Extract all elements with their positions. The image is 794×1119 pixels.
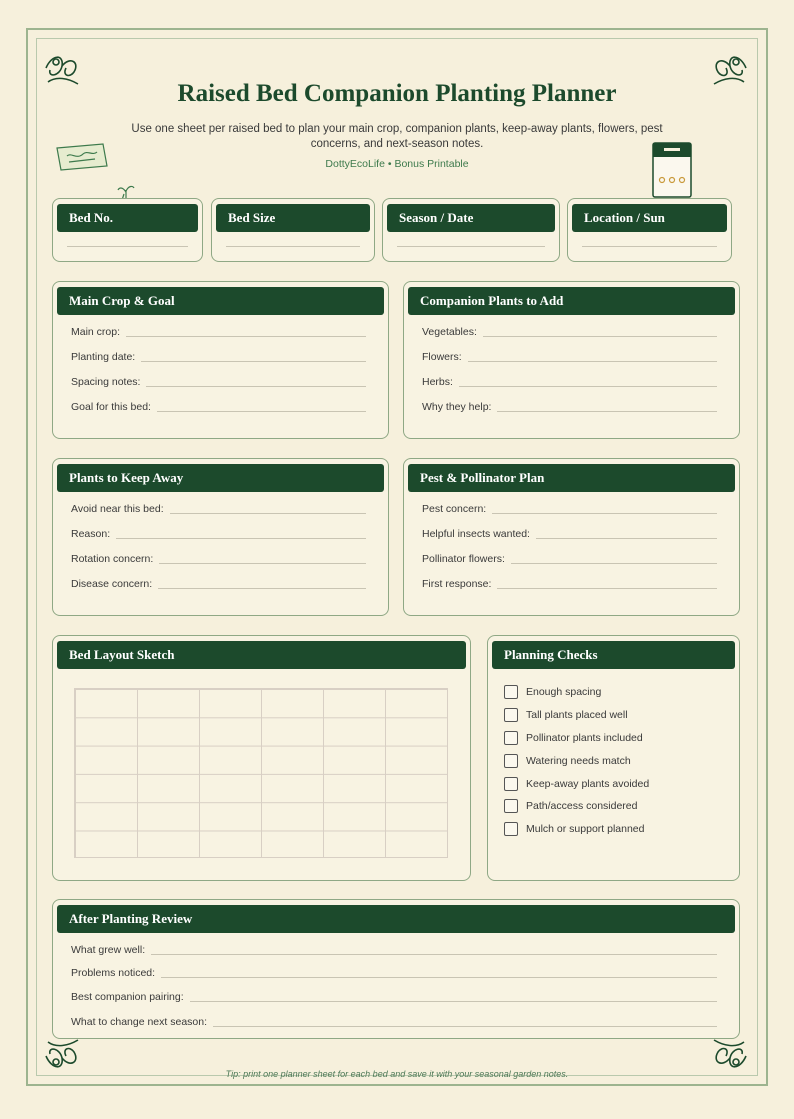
check-item[interactable]: Enough spacing xyxy=(504,684,601,700)
spacing-notes-field[interactable]: Spacing notes: xyxy=(71,372,366,388)
location-sun-box xyxy=(567,198,732,262)
goal-field[interactable]: Goal for this bed: xyxy=(71,397,366,413)
season-date-heading: Season / Date xyxy=(387,204,555,232)
review-section xyxy=(52,899,740,1039)
checkbox[interactable] xyxy=(504,777,518,791)
pest-concern-field[interactable]: Pest concern: xyxy=(422,499,717,515)
seed-packet-icon xyxy=(652,142,692,198)
page-subtitle: Use one sheet per raised bed to plan your main crop, companion plants, keep-away plants, flowers, pest concerns, and next-season notes. xyxy=(131,123,663,150)
planting-date-field[interactable]: Planting date: xyxy=(71,347,366,363)
check-item[interactable]: Path/access considered xyxy=(504,798,637,814)
flowers-field[interactable]: Flowers: xyxy=(422,347,717,363)
rotation-concern-field[interactable]: Rotation concern: xyxy=(71,549,366,565)
why-they-help-field[interactable]: Why they help: xyxy=(422,397,717,413)
what-grew-well-field[interactable]: What grew well: xyxy=(71,940,717,956)
checkbox[interactable] xyxy=(504,731,518,745)
bed-layout-section xyxy=(52,635,471,881)
bed-no-line[interactable] xyxy=(67,246,188,247)
planning-checks-heading: Planning Checks xyxy=(492,641,735,669)
check-item[interactable]: Mulch or support planned xyxy=(504,821,645,837)
checkbox[interactable] xyxy=(504,754,518,768)
bed-layout-heading: Bed Layout Sketch xyxy=(57,641,466,669)
page-title: Raised Bed Companion Planting Planner xyxy=(177,80,617,107)
change-next-season-field[interactable]: What to change next season: xyxy=(71,1012,717,1028)
best-pairing-field[interactable]: Best companion pairing: xyxy=(71,987,717,1003)
pest-pollinator-section xyxy=(403,458,740,616)
avoid-near-field[interactable]: Avoid near this bed: xyxy=(71,499,366,515)
companion-plants-section xyxy=(403,281,740,439)
keep-away-heading: Plants to Keep Away xyxy=(57,464,384,492)
bed-size-line[interactable] xyxy=(226,246,360,247)
bed-no-box xyxy=(52,198,203,262)
vegetables-field[interactable]: Vegetables: xyxy=(422,322,717,338)
season-date-box xyxy=(382,198,560,262)
main-crop-heading: Main Crop & Goal xyxy=(57,287,384,315)
bed-no-heading: Bed No. xyxy=(57,204,198,232)
checkbox[interactable] xyxy=(504,708,518,722)
checkbox[interactable] xyxy=(504,685,518,699)
check-item[interactable]: Tall plants placed well xyxy=(504,707,628,723)
bed-size-heading: Bed Size xyxy=(216,204,370,232)
check-item[interactable]: Pollinator plants included xyxy=(504,730,643,746)
keep-away-section xyxy=(52,458,389,616)
main-crop-field[interactable]: Main crop: xyxy=(71,322,366,338)
checkbox[interactable] xyxy=(504,822,518,836)
pollinator-flowers-field[interactable]: Pollinator flowers: xyxy=(422,549,717,565)
location-sun-heading: Location / Sun xyxy=(572,204,727,232)
herbs-field[interactable]: Herbs: xyxy=(422,372,717,388)
reason-field[interactable]: Reason: xyxy=(71,524,366,540)
season-date-line[interactable] xyxy=(397,246,545,247)
check-item[interactable]: Watering needs match xyxy=(504,753,631,769)
main-crop-section xyxy=(52,281,389,439)
review-heading: After Planting Review xyxy=(57,905,735,933)
brand-line: DottyEcoLife • Bonus Printable xyxy=(325,158,469,170)
helpful-insects-field[interactable]: Helpful insects wanted: xyxy=(422,524,717,540)
sketch-grid[interactable] xyxy=(74,688,448,858)
disease-concern-field[interactable]: Disease concern: xyxy=(71,574,366,590)
check-item[interactable]: Keep-away plants avoided xyxy=(504,776,649,792)
first-response-field[interactable]: First response: xyxy=(422,574,717,590)
location-sun-line[interactable] xyxy=(582,246,717,247)
footer-tip: Tip: print one planner sheet for each bed and save it with your seasonal garden notes. xyxy=(225,1069,569,1079)
companion-plants-heading: Companion Plants to Add xyxy=(408,287,735,315)
bed-size-box xyxy=(211,198,375,262)
checkbox[interactable] xyxy=(504,799,518,813)
plant-label-doodle-icon xyxy=(55,140,109,174)
problems-noticed-field[interactable]: Problems noticed: xyxy=(71,963,717,979)
pest-pollinator-heading: Pest & Pollinator Plan xyxy=(408,464,735,492)
planning-checks-section xyxy=(487,635,740,881)
